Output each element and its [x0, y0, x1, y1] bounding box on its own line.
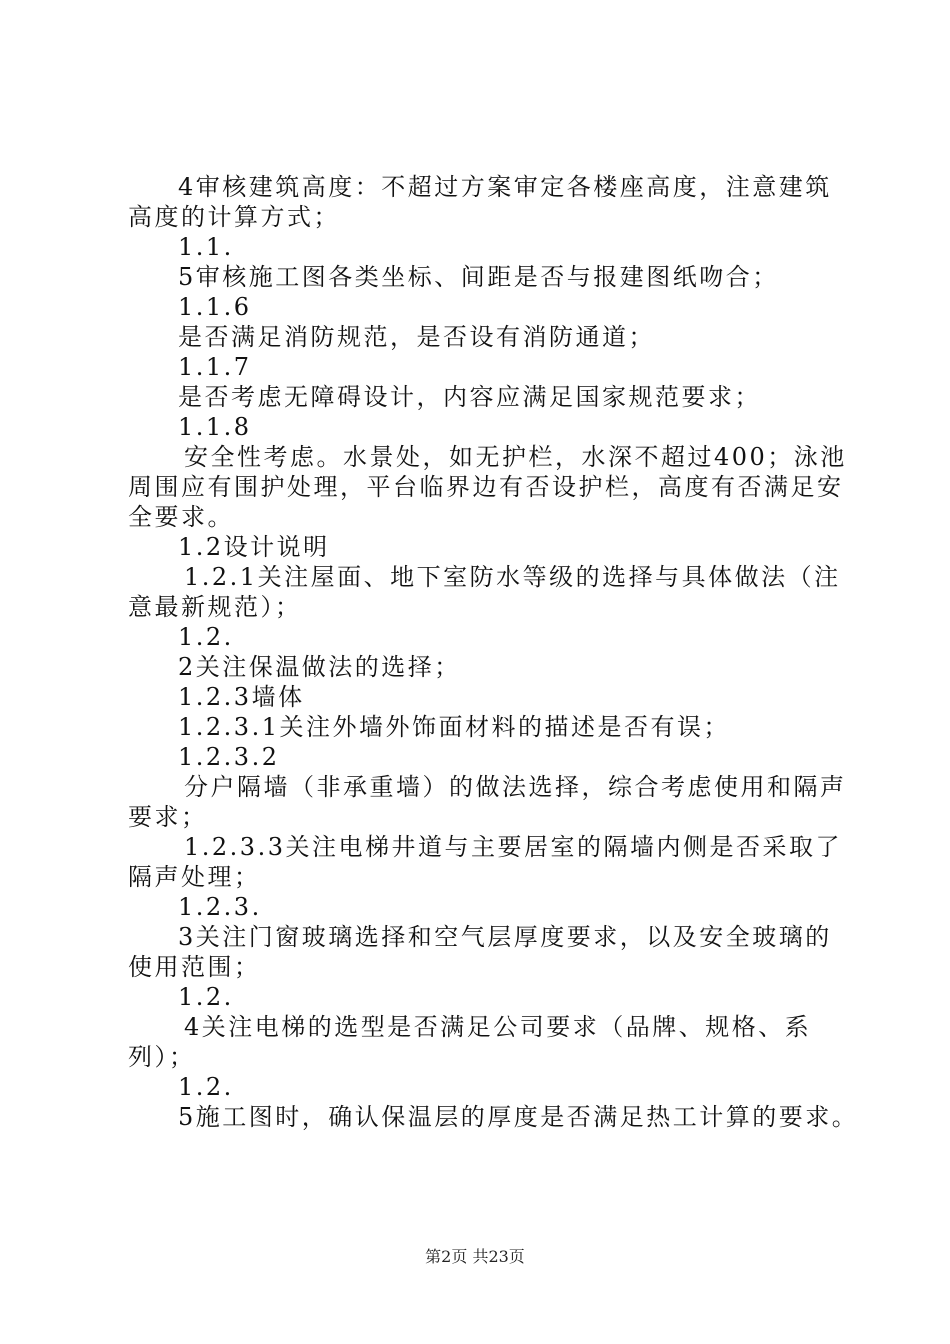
- text-line: 1.2.: [178, 623, 234, 651]
- text-line: 高度的计算方式；: [128, 203, 340, 231]
- text-line: 列）；: [128, 1043, 196, 1071]
- text-line: 周围应有围护处理，平台临界边有否设护栏，高度有否满足安: [128, 473, 844, 501]
- text-line: 3关注门窗玻璃选择和空气层厚度要求，以及安全玻璃的: [178, 923, 832, 951]
- text-line: 1.2.3.2: [178, 743, 280, 771]
- text-line: 1.2.3.1关注外墙外饰面材料的描述是否有误；: [178, 713, 730, 741]
- text-line: 1.2.3.3关注电梯井道与主要居室的隔墙内侧是否采取了: [184, 833, 842, 861]
- text-line: 分户隔墙（非承重墙）的做法选择，综合考虑使用和隔声: [184, 773, 847, 801]
- document-body: [128, 172, 859, 1132]
- text-line: 1.1.6: [178, 293, 252, 321]
- text-line: 安全性考虑。水景处，如无护栏，水深不超过400；泳池: [184, 443, 847, 471]
- text-line: 5审核施工图各类坐标、间距是否与报建图纸吻合；: [178, 263, 779, 291]
- text-line: 使用范围；: [128, 953, 261, 981]
- text-line: 是否满足消防规范，是否设有消防通道；: [178, 323, 655, 351]
- text-line: 全要求。: [128, 503, 234, 531]
- text-line: 1.2.3墙体: [178, 683, 305, 711]
- text-line: 2关注保温做法的选择；: [178, 653, 461, 681]
- text-line: 意最新规范）；: [128, 593, 302, 621]
- text-line: 1.1.: [178, 233, 234, 261]
- text-line: 要求；: [128, 803, 208, 831]
- text-line: 1.2.: [178, 1073, 234, 1101]
- text-line: 隔声处理；: [128, 863, 261, 891]
- page-footer: 第2页 共23页: [425, 1247, 525, 1266]
- text-line: 1.2设计说明: [178, 533, 330, 561]
- text-line: 1.2.1关注屋面、地下室防水等级的选择与具体做法（注: [184, 563, 841, 591]
- text-line: 4审核建筑高度：不超过方案审定各楼座高度，注意建筑: [178, 173, 832, 201]
- text-line: 5施工图时，确认保温层的厚度是否满足热工计算的要求。: [178, 1103, 859, 1131]
- text-line: 1.2.3.: [178, 893, 262, 921]
- text-line: 4关注电梯的选型是否满足公司要求（品牌、规格、系: [184, 1013, 812, 1041]
- text-line: 1.2.: [178, 983, 234, 1011]
- text-line: 1.1.8: [178, 413, 252, 441]
- text-line: 1.1.7: [178, 353, 252, 381]
- text-line: 是否考虑无障碍设计，内容应满足国家规范要求；: [178, 383, 761, 411]
